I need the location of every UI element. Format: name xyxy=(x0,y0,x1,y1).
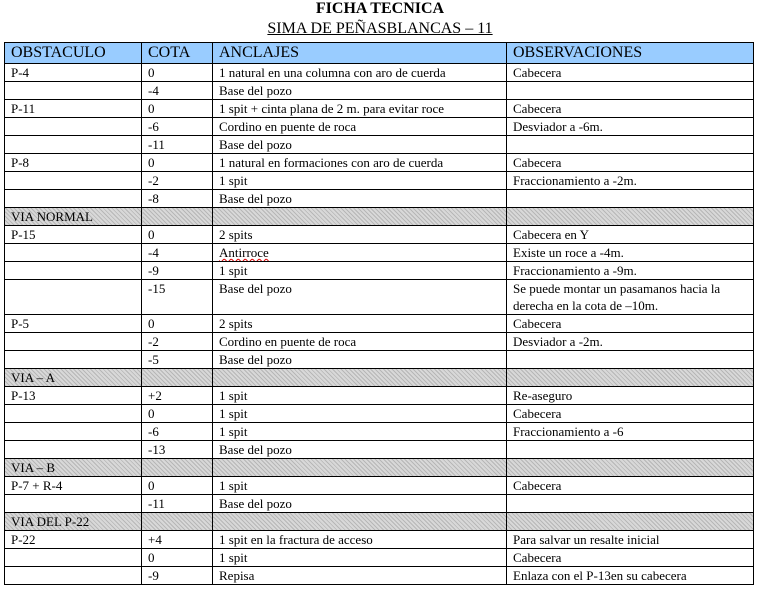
table-row xyxy=(5,477,754,495)
table-row xyxy=(5,226,754,244)
cell-observaciones xyxy=(507,441,754,459)
cell-observaciones: Cabecera en Y xyxy=(507,226,754,244)
document-title: FICHA TECNICA xyxy=(315,0,445,17)
cell-observaciones xyxy=(507,190,754,208)
cell-observaciones: Fraccionamiento a -9m. xyxy=(507,262,754,280)
cell-anclajes: 1 spit xyxy=(213,423,507,441)
table-row xyxy=(5,280,754,315)
table-row xyxy=(5,423,754,441)
cell-obstaculo xyxy=(5,549,142,567)
cell-observaciones: Enlaza con el P-13en su cabecera xyxy=(507,567,754,585)
cell-obstaculo xyxy=(5,405,142,423)
table-row xyxy=(5,495,754,513)
cell-obstaculo: P-11 xyxy=(5,100,142,118)
cell-obstaculo: P-5 xyxy=(5,315,142,333)
cell-anclajes: 1 spit + cinta plana de 2 m. para evitar roce xyxy=(213,100,507,118)
cell-anclajes: 1 spit xyxy=(213,405,507,423)
spellcheck-word: Antirroce xyxy=(219,245,269,260)
cell-cota: -11 xyxy=(142,136,213,154)
cell-anclajes: Cordino en puente de roca xyxy=(213,333,507,351)
section-label: VIA DEL P-22 xyxy=(5,513,142,531)
cell-cota: -11 xyxy=(142,495,213,513)
cell-obstaculo xyxy=(5,244,142,262)
table-row xyxy=(5,100,754,118)
section-label: VIA – A xyxy=(5,369,142,387)
cell-observaciones: Cabecera xyxy=(507,64,754,82)
cell-anclajes: Base del pozo xyxy=(213,190,507,208)
cell-observaciones: Cabecera xyxy=(507,405,754,423)
cell-cota: 0 xyxy=(142,100,213,118)
cell-observaciones: Desviador a -6m. xyxy=(507,118,754,136)
cell-cota: -4 xyxy=(142,82,213,100)
cell-cota: -13 xyxy=(142,441,213,459)
cell-observaciones: Fraccionamiento a -6 xyxy=(507,423,754,441)
table-row xyxy=(5,118,754,136)
cell-cota: -9 xyxy=(142,567,213,585)
cell-observaciones xyxy=(507,495,754,513)
table-row xyxy=(5,154,754,172)
cell-obstaculo xyxy=(5,351,142,369)
document-subtitle: SIMA DE PEÑASBLANCAS – 11 xyxy=(267,20,493,37)
section-label: VIA NORMAL xyxy=(5,208,142,226)
cell-anclajes xyxy=(213,244,507,262)
table-row xyxy=(5,64,754,82)
cell-cota: 0 xyxy=(142,64,213,82)
cell-anclajes: 2 spits xyxy=(213,226,507,244)
table-row xyxy=(5,405,754,423)
table-row xyxy=(5,531,754,549)
cell-obstaculo xyxy=(5,190,142,208)
cell-cota: 0 xyxy=(142,549,213,567)
cell-anclajes: 1 natural en una columna con aro de cuerda xyxy=(213,64,507,82)
cell-anclajes: Cordino en puente de roca xyxy=(213,118,507,136)
cell-anclajes: 1 spit en la fractura de acceso xyxy=(213,531,507,549)
cell-anclajes: Base del pozo xyxy=(213,495,507,513)
header-row xyxy=(5,43,754,64)
cell-observaciones xyxy=(507,82,754,100)
cell-cota: -5 xyxy=(142,351,213,369)
cell-obstaculo xyxy=(5,118,142,136)
header-observaciones: OBSERVACIONES xyxy=(507,43,754,64)
cell-obstaculo xyxy=(5,172,142,190)
cell-anclajes: Repisa xyxy=(213,567,507,585)
cell-obstaculo xyxy=(5,82,142,100)
table-row xyxy=(5,136,754,154)
cell-anclajes: 1 spit xyxy=(213,477,507,495)
table-row xyxy=(5,387,754,405)
cell-anclajes: 1 spit xyxy=(213,387,507,405)
cell-observaciones: Cabecera xyxy=(507,549,754,567)
table-row xyxy=(5,441,754,459)
cell-observaciones: Cabecera xyxy=(507,477,754,495)
cell-observaciones: Existe un roce a -4m. xyxy=(507,244,754,262)
cell-cota: -4 xyxy=(142,244,213,262)
cell-anclajes: 1 spit xyxy=(213,172,507,190)
table-row xyxy=(5,262,754,280)
cell-anclajes: Base del pozo xyxy=(213,136,507,154)
cell-observaciones: Fraccionamiento a -2m. xyxy=(507,172,754,190)
section-row-via-p22 xyxy=(5,513,754,531)
cell-anclajes: Base del pozo xyxy=(213,280,507,315)
cell-obstaculo xyxy=(5,262,142,280)
table-row xyxy=(5,549,754,567)
cell-obstaculo: P-15 xyxy=(5,226,142,244)
cell-cota: +2 xyxy=(142,387,213,405)
cell-cota: -9 xyxy=(142,262,213,280)
table-row xyxy=(5,190,754,208)
cell-observaciones: Re-aseguro xyxy=(507,387,754,405)
cell-observaciones xyxy=(507,136,754,154)
header-anclajes: ANCLAJES xyxy=(213,43,507,64)
cell-obstaculo xyxy=(5,423,142,441)
cell-obstaculo: P-8 xyxy=(5,154,142,172)
cell-obstaculo: P-22 xyxy=(5,531,142,549)
cell-observaciones: Cabecera xyxy=(507,315,754,333)
table-row xyxy=(5,172,754,190)
cell-anclajes: 1 natural en formaciones con aro de cuerda xyxy=(213,154,507,172)
cell-anclajes: 1 spit xyxy=(213,549,507,567)
table-row xyxy=(5,333,754,351)
cell-cota: 0 xyxy=(142,154,213,172)
table-row xyxy=(5,351,754,369)
section-row-via-b xyxy=(5,459,754,477)
cell-cota: 0 xyxy=(142,315,213,333)
cell-observaciones: Para salvar un resalte inicial xyxy=(507,531,754,549)
section-row-via-normal xyxy=(5,208,754,226)
cell-cota: -6 xyxy=(142,118,213,136)
cell-observaciones: Se puede montar un pasamanos hacia la derecha en la cota de –10m. xyxy=(507,280,754,315)
cell-cota: 0 xyxy=(142,226,213,244)
header-obstaculo: OBSTACULO xyxy=(5,43,142,64)
cell-cota: 0 xyxy=(142,405,213,423)
cell-cota: +4 xyxy=(142,531,213,549)
cell-cota: 0 xyxy=(142,477,213,495)
cell-obstaculo xyxy=(5,495,142,513)
cell-obstaculo xyxy=(5,136,142,154)
cell-observaciones: Desviador a -2m. xyxy=(507,333,754,351)
cell-cota: -8 xyxy=(142,190,213,208)
cell-cota: -2 xyxy=(142,333,213,351)
cell-anclajes: 1 spit xyxy=(213,262,507,280)
cell-anclajes: Base del pozo xyxy=(213,82,507,100)
cell-observaciones: Cabecera xyxy=(507,154,754,172)
cell-cota: -15 xyxy=(142,280,213,315)
table-row xyxy=(5,244,754,262)
section-row-via-a xyxy=(5,369,754,387)
ficha-table xyxy=(4,42,754,585)
cell-obstaculo: P-13 xyxy=(5,387,142,405)
cell-anclajes: Base del pozo xyxy=(213,441,507,459)
table-row xyxy=(5,315,754,333)
cell-cota: -6 xyxy=(142,423,213,441)
cell-obstaculo xyxy=(5,280,142,315)
section-label: VIA – B xyxy=(5,459,142,477)
cell-obstaculo xyxy=(5,333,142,351)
cell-anclajes: Base del pozo xyxy=(213,351,507,369)
cell-observaciones xyxy=(507,351,754,369)
cell-cota: -2 xyxy=(142,172,213,190)
cell-anclajes: 2 spits xyxy=(213,315,507,333)
cell-observaciones: Cabecera xyxy=(507,100,754,118)
cell-obstaculo: P-4 xyxy=(5,64,142,82)
cell-obstaculo: P-7 + R-4 xyxy=(5,477,142,495)
cell-obstaculo xyxy=(5,567,142,585)
cell-obstaculo xyxy=(5,441,142,459)
table-row xyxy=(5,567,754,585)
header-cota: COTA xyxy=(142,43,213,64)
table-row xyxy=(5,82,754,100)
